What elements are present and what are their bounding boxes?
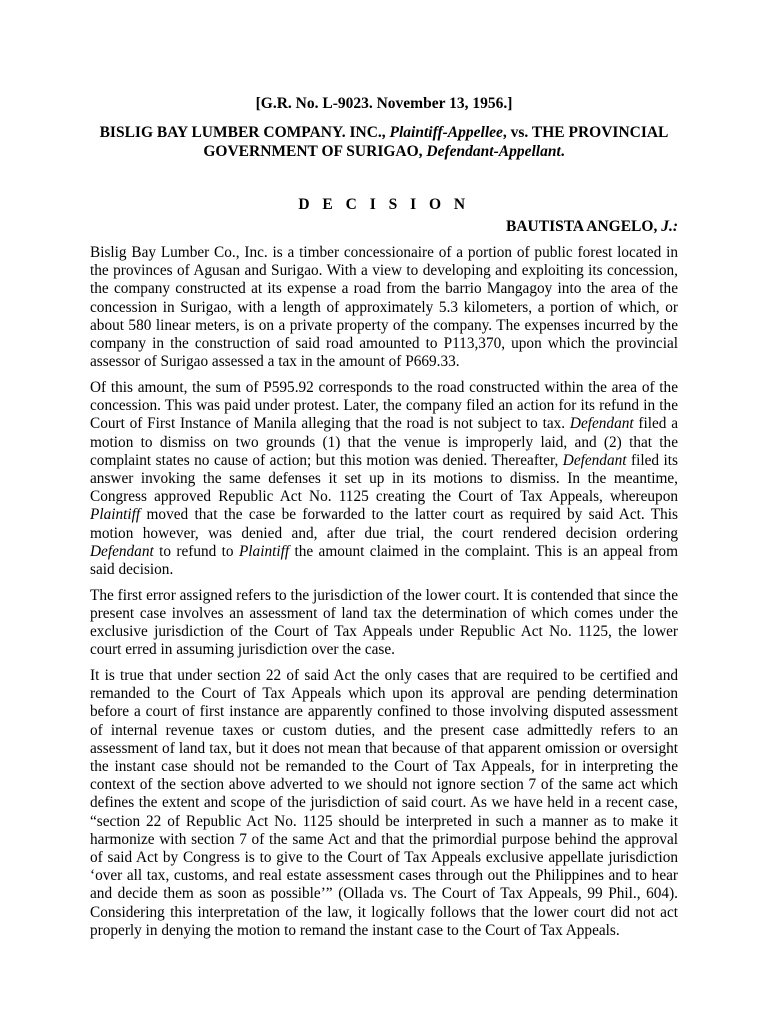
p2-plaintiff-1: Plaintiff (90, 506, 141, 524)
decision-heading: D E C I S I O N (298, 196, 470, 213)
p2-defendant-3: Defendant (90, 542, 154, 560)
paragraph-3: The first error assigned refers to the jurisdiction of the lower court. It is contended that since the present case involves an assessment of land tax the determination of which comes under the exclusive jurisdiction of the Court of Tax Appeals under Republic Act No. 1125, the lower court erred in assuming jurisdiction over the case. (90, 586, 678, 659)
parties-end: . (560, 143, 565, 160)
paragraph-1: Bislig Bay Lumber Co., Inc. is a timber concessionaire of a portion of public forest located in the provinces of Agusan and Surigao. With a view to developing and exploiting its concession, the company constructed at its expense a road from the barrio Mangagoy into the area of the concession in Surigao, with a length of approximately 5.3 kilometers, a portion of which, or about 580 linear meters, is on a private property of the company. The expenses incurred by the company in the construction of said road amounted to P113,370, upon which the provincial assessor of Surigao assessed a tax in the amount of P669.33. (90, 244, 678, 371)
versus-defendant: , vs. THE PROVINCIAL GOVERNMENT OF SURIGAO, (203, 124, 669, 160)
defendant-role: Defendant-Appellant (426, 143, 561, 160)
p2-plaintiff-2: Plaintiff (238, 542, 290, 560)
p2-text-e: filed its answer invoking the same defenses it set up in its motions to dismiss. In the meantime, Congress approved Republic Act No. 1125 creating the Court of Tax Appeals, whereupon (90, 451, 678, 506)
ponente-title: J.: (661, 218, 678, 235)
case-citation: [G.R. No. L-9023. November 13, 1956.] (255, 95, 513, 112)
ponente-name: BAUTISTA ANGELO, (506, 218, 658, 235)
plaintiff-name: BISLIG BAY LUMBER COMPANY. INC., (99, 124, 386, 141)
p2-text-a: Of this amount, the sum of P595.92 corresponds to the road constructed within the area of the concession. This was paid under protest. Later, the company filed an action for its refund in the Court of First Instance of Manila alleging that the road is not subject to tax. (90, 378, 678, 433)
paragraph-2 (90, 379, 678, 579)
case-parties (90, 123, 678, 161)
p2-text-i: to refund to (153, 542, 239, 560)
p2-text-c: filed a motion to dismiss on two grounds (1) that the venue is improperly laid, and (2) that the complaint states no cause of action; but this motion was denied. Thereafter, (90, 415, 678, 469)
p2-text-k: the amount claimed in the complaint. This is an appeal from said decision. (90, 542, 678, 578)
p2-defendant-2: Defendant (562, 451, 627, 469)
plaintiff-role: Plaintiff-Appellee (389, 124, 503, 141)
p2-text-g: moved that the case be forwarded to the latter court as required by said Act. This motion however, was denied and, after due trial, the court rendered decision ordering (90, 506, 678, 542)
ponente (90, 217, 678, 236)
p2-defendant-1: Defendant (569, 415, 634, 433)
paragraph-4: It is true that under section 22 of said Act the only cases that are required to be certified and remanded to the Court of Tax Appeals which upon its approval are pending determination before a court of first instance are apparently confined to those involving disputed assessment of internal revenue taxes or custom duties, and the present case admittedly refers to an assessment of land tax, but it does not mean that because of that apparent omission or oversight the instant case should not be remanded to the Court of Tax Appeals, for in interpreting the context of the section above adverted to we should not ignore section 7 of the same act which defines the extent and scope of the jurisdiction of said court. As we have held in a recent case, “section 22 of Republic Act No. 1125 should be interpreted in such a manner as to make it harmonize with section 7 of the same Act and that the primordial purpose behind the approval of said Act by Congress is to give to the Court of Tax Appeals exclusive appellate jurisdiction ‘over all tax, customs, and real estate assessment cases through out the Philippines and to hear and decide them as soon as possible’” (Ollada vs. The Court of Tax Appeals, 99 Phil., 604). Considering this interpretation of the law, it logically follows that the lower court did not act properly in denying the motion to remand the instant case to the Court of Tax Appeals. (90, 666, 678, 939)
